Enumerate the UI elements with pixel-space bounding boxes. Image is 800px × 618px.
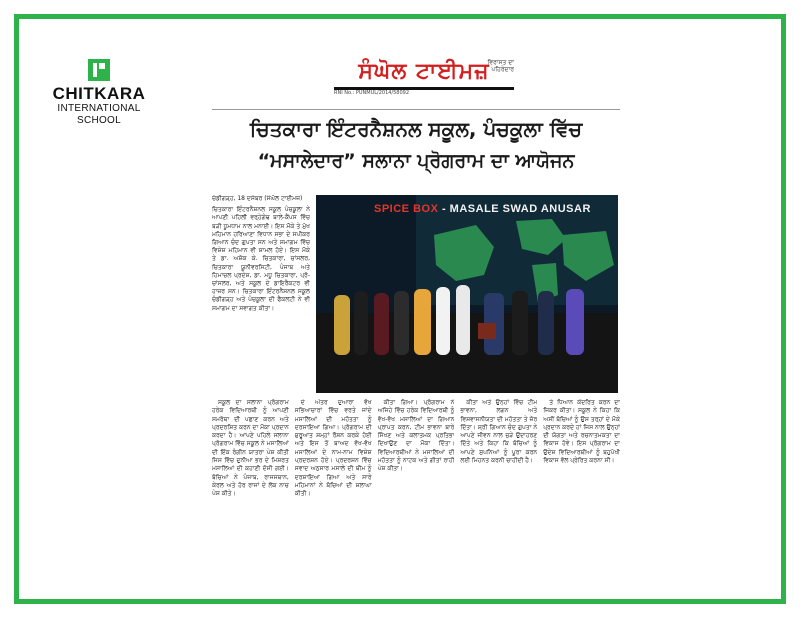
photo-banner [374,203,591,215]
body-column-4 [460,399,537,593]
newspaper-title: ਸੰਘੋਲ ਟਾਈਮਜ਼ [358,59,490,84]
body-column-3 [378,399,455,593]
school-logo [39,59,159,127]
body-column-5 [543,399,620,593]
body-column-1 [212,399,289,593]
banner-part-2: - MASALE SWAD ANUSAR [438,203,591,215]
column-text: ਦੇ ਅੰਤਰ ਦੁਆਰਾ ਵੱਖ ਸਭਿਆਚਾਰਾਂ ਵਿੱਚ ਵਰਤੇ ਜਾਂਦੇ ਮਸਾਲਿਆਂ ਦੀ ਮਹੱਤਤਾ ਨੂੰ ਦਰਸਾਇਆ ਗਿਆ। ਪ੍ਰੋਗਰਾਮ ਦੀ ਸ਼ੁਰੂਆਤ ਸ਼ਮ੍ਹਾਂ ਰੌਸ਼ਨ ਕਰਕੇ ਹੋਈ ਅਤੇ ਇਸ ਤੋਂ ਬਾਅਦ ਵੱਖ-ਵੱਖ ਮਸਾਲਿਆਂ ਦੇ ਨਾਮ-ਨਾਮ ਵਿਸ਼ੇਸ਼ ਪ੍ਰਦਰਸ਼ਨ ਹੋਏ। ਪ੍ਰਦਰਸ਼ਨ ਵਿੱਚ ਸਵਾਦ ਅਨੁਸਾਰ ਮਸਾਲੇ ਦੀ ਥੀਮ ਨੂੰ ਦਰਸ਼ਾਇਆ ਗਿਆ ਅਤੇ ਸਾਰੇ ਮਹਿਮਾਨਾਂ ਨੇ ਬੱਚਿਆਂ ਦੀ ਸ਼ਲਾਘਾ ਕੀਤੀ। [294,399,372,498]
event-photo [316,195,618,393]
column-text: ਕੀਤਾ ਗਿਆ। ਪ੍ਰੋਗਰਾਮ ਨੇ ਅਜਿਹੇ ਵਿੱਚ ਹਰੇਕ ਵਿਦਿਆਰਥੀ ਨੂੰ ਵੱਖ-ਵੱਖ ਮਸਾਲਿਆਂ ਦਾ ਗਿਆਨ ਪ੍ਰਾਪਤ ਕਰਨ, ਟੀਮ ਭਾਵਨਾ ਬਾਰੇ ਸਿੱਖਣ ਅਤੇ ਕਲਾਤਮਕ ਪ੍ਰਤਿਭਾ ਦਿਖਾਉਣ ਦਾ ਮੌਕਾ ਦਿੱਤਾ। ਵਿਦਿਆਰਥੀਆਂ ਨੇ ਮਸਾਲਿਆਂ ਦੀ ਮਹੱਤਤਾ ਨੂੰ ਨਾਟਕ ਅਤੇ ਗੀਤਾਂ ਰਾਹੀਂ ਪੇਸ਼ ਕੀਤਾ। [377,399,455,473]
newspaper-masthead [334,59,514,99]
column-text: ਤੇ ਧਿਆਨ ਕੇਂਦਰਿਤ ਕਰਨ ਦਾ ਜਿਕਰ ਕੀਤਾ। ਸਕੂਲ ਨੇ ਕਿਹਾ ਕਿ ਅਸੀਂ ਬੱਚਿਆਂ ਨੂੰ ਉਸ ਤਰ੍ਹਾਂ ਦੇ ਮੌਕੇ ਪ੍ਰਦਾਨ ਕਰਦੇ ਹਾਂ ਜਿਸ ਨਾਲ ਉਨ੍ਹਾਂ ਦੀ ਯੋਗਤਾ ਅਤੇ ਰਚਨਾਤਮਕਤਾ ਦਾ ਵਿਕਾਸ ਹੋਵੇ। ਇਸ ਪ੍ਰੋਗਰਾਮ ਦਾ ਉਦੇਸ਼ ਵਿਦਿਆਰਥੀਆਂ ਨੂੰ ਬਹੁਪੱਖੀ ਵਿਕਾਸ ਵੱਲ ਪ੍ਰੇਰਿਤ ਕਰਨਾ ਸੀ। [543,399,620,465]
logo-subtitle-2: SCHOOL [76,115,122,126]
green-border-frame [14,14,786,604]
lead-paragraph: ਚਿਤਕਾਰਾ ਇੰਟਰਨੈਸ਼ਨਲ ਸਕੂਲ ਪੰਚਕੂਲਾ ਨੇ ਆਪਣੀ ਪਹਿਲੀ ਵਰ੍ਹੇਗੰਢ ਬਾਲੇ-ਕੈਂਪਸ ਵਿੱਚ ਬੜੀ ਧੂਮਧਾਮ ਨਾਲ ਮਨਾਈ। ਇਸ ਮੌਕੇ ਤੇ ਮੁੱਖ ਮਹਿਮਾਨ ਹਰਿਆਣਾ ਵਿਧਾਨ ਸਭਾ ਦੇ ਸਪੀਕਰ ਗਿਆਨ ਚੰਦ ਗੁਪਤਾ ਸਨ ਅਤੇ ਸਮਾਗਮ ਵਿੱਚ ਵਿਸ਼ੇਸ਼ ਮਹਿਮਾਨ ਵੀ ਸ਼ਾਮਲ ਹੋਏ। ਇਸ ਮੌਕੇ ਤੇ ਡਾ. ਅਸ਼ੋਕ ਕੇ. ਚਿਤਕਾਰਾ, ਚਾਂਸਲਰ, ਚਿਤਕਾਰਾ ਯੂਨੀਵਰਸਿਟੀ, ਪੰਜਾਬ ਅਤੇ ਹਿਮਾਚਲ ਪ੍ਰਦੇਸ਼, ਡਾ. ਮਧੂ ਚਿਤਕਾਰਾ, ਪ੍ਰੋ-ਚਾਂਸਲਰ, ਅਤੇ ਸਕੂਲ ਦੇ ਡਾਇਰੈਕਟਰ ਵੀ ਹਾਜ਼ਰ ਸਨ। ਚਿਤਕਾਰਾ ਇੰਟਰਨੈਸ਼ਨਲ ਸਕੂਲ ਚੰਡੀਗੜ੍ਹ ਅਤੇ ਪੰਚਕੂਲਾ ਦੀ ਫੈਕਲਟੀ ਨੇ ਵੀ ਸਮਾਗਮ ਦਾ ਸਵਾਗਤ ਕੀਤਾ। [212,206,310,312]
body-column-2 [295,399,372,593]
logo-subtitle-1: INTERNATIONAL [57,103,141,114]
newspaper-meta: RNI No.: PUNMUL/2014/58092 [334,90,410,96]
logo-name: CHITKARA [52,84,146,103]
column-text: ਸਕੂਲ ਦਾ ਸਲਾਨਾ ਪ੍ਰੋਗਰਾਮ ਹਰੇਕ ਵਿਦਿਆਰਥੀ ਨੂੰ ਆਪਣੀ ਸਮਰੱਥਾ ਦੀ ਪਛਾਣ ਕਰਨ ਅਤੇ ਪ੍ਰਦਰਸ਼ਿਤ ਕਰਨ ਦਾ ਮੌਕਾ ਪ੍ਰਦਾਨ ਕਰਦਾ ਹੈ। ਆਪਣੇ ਪਹਿਲੇ ਸਲਾਨਾ ਪ੍ਰੋਗਰਾਮ ਵਿੱਚ ਸਕੂਲ ਨੇ ਮਸਾਲਿਆਂ ਦੀ ਇੱਕ ਰੰਗੀਨ ਯਾਤਰਾ ਪੇਸ਼ ਕੀਤੀ ਜਿਸ ਵਿੱਚ ਦੁਨੀਆ ਭਰ ਦੇ ਮਿਸ਼ਰਤ ਮਸਾਲਿਆਂ ਦੀ ਕਹਾਣੀ ਦੱਸੀ ਗਈ। ਬੱਚਿਆਂ ਨੇ ਪੰਜਾਬ, ਰਾਜਸਥਾਨ, ਕੇਰਲ ਅਤੇ ਹੋਰ ਰਾਜਾਂ ਦੇ ਲੋਕ ਨਾਚ ਪੇਸ਼ ਕੀਤੇ। [212,399,289,498]
banner-part-1: SPICE BOX [374,203,439,215]
column-text: ਕੀਤਾ ਅਤੇ ਉਨ੍ਹਾਂ ਵਿੱਚ ਟੀਮ ਭਾਵਨਾ, ਲਗਨ ਅਤੇ ਵਿਸ਼ਵਾਸਨੀਯਤਾ ਦੀ ਮਹੱਤਤਾ ਤੇ ਜ਼ੋਰ ਦਿੱਤਾ। ਸ਼੍ਰੀ ਗਿਆਨ ਚੰਦ ਗੁਪਤਾ ਨੇ ਆਪਣੇ ਜੀਵਨ ਨਾਲ ਜੁੜੇ ਉਦਾਹਰਣ ਦਿੱਤੇ ਅਤੇ ਕਿਹਾ ਕਿ ਬੱਚਿਆਂ ਨੂੰ ਆਪਣੇ ਸੁਪਨਿਆਂ ਨੂੰ ਪੂਰਾ ਕਰਨ ਲਈ ਮਿਹਨਤ ਕਰਨੀ ਚਾਹੀਦੀ ਹੈ। [460,399,538,465]
headline-line-2: “ਮਸਾਲੇਦਾਰ” ਸਲਾਨਾ ਪ੍ਰੋਗਰਾਮ ਦਾ ਆਯੋਜਨ [257,150,575,172]
event-photo-graphic [316,195,618,393]
logo-mark-icon [88,59,110,81]
body-columns [212,399,620,593]
lead-column [212,195,310,395]
top-rule [212,109,620,110]
news-article [212,109,620,593]
dateline: ਚੰਡੀਗੜ੍ਹ, 18 ਦਸੰਬਰ (ਸੰਘੋਲ ਟਾਈਮਜ਼) [212,195,303,202]
headline-line-1: ਚਿਤਕਾਰਾ ਇੰਟਰਨੈਸ਼ਨਲ ਸਕੂਲ, ਪੰਚਕੂਲਾ ਵਿੱਚ [249,117,583,141]
newspaper-tagline: ਵਿਰਾਸਤ ਦਾ ਪਹਿਰੇਦਾਰ [487,59,514,73]
